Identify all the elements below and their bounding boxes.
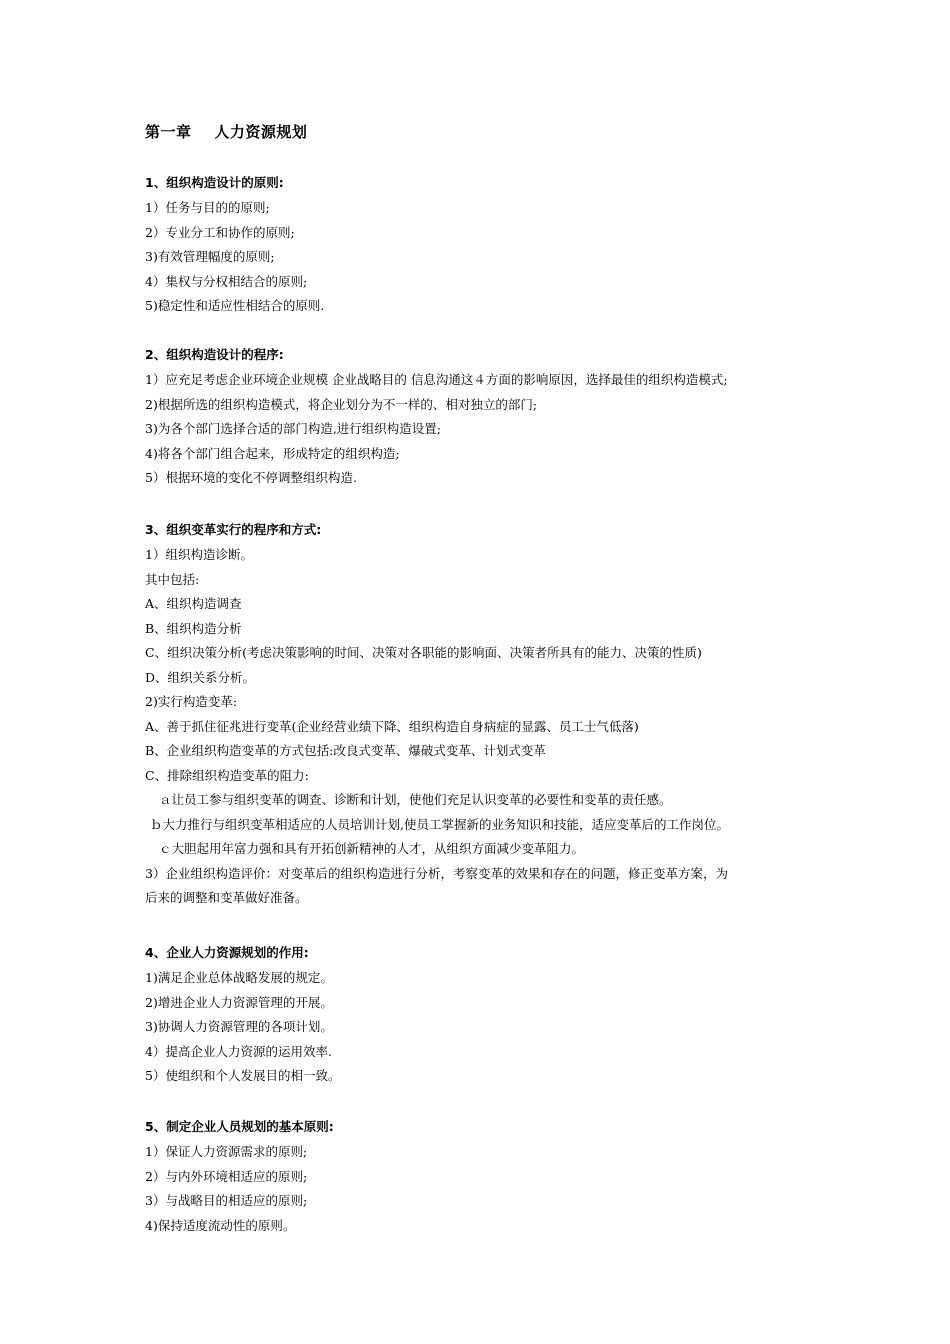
- list-item: 3)为各个部门选择合适的部门构造,进行组织构造设置;: [145, 421, 442, 436]
- list-item: 4）集权与分权相结合的原则;: [145, 273, 308, 289]
- list-item: 3)协调人力资源管理的各项计划。: [145, 1019, 333, 1034]
- list-item: 3）企业组织构造评价：对变革后的组织构造进行分析，考察变革的效果和存在的问题，修正变革方案，为: [145, 865, 728, 881]
- list-item: B、企业组织构造变革的方式包括:改良式变革、爆破式变革、计划式变革: [145, 743, 546, 758]
- sub-list-item: ａ让员工参与组织变革的调查、诊断和计划，使他们充足认识变革的必要性和变革的责任感。: [159, 792, 672, 807]
- list-item: 5）使组织和个人发展目的相一致。: [145, 1068, 341, 1083]
- list-item: 3）与战略目的相适应的原则;: [145, 1193, 308, 1208]
- section-heading: 5、制定企业人员规划的基本原则:: [145, 1119, 334, 1134]
- list-item: 1）任务与目的的原则;: [145, 200, 270, 215]
- list-item: 4)将各个部门组合起来，形成特定的组织构造;: [145, 445, 400, 461]
- list-item: 2)增进企业人力资源管理的开展。: [145, 994, 333, 1010]
- list-item: C、排除组织构造变革的阻力:: [145, 767, 309, 783]
- list-item: 5)稳定性和适应性相结合的原则.: [145, 298, 325, 313]
- sub-list-item: ｂ大力推行与组织变革相适应的人员培训计划,使员工掌握新的业务知识和技能，适应变革后的工作岗位。: [150, 816, 729, 832]
- list-item: 2）与内外环境相适应的原则;: [145, 1168, 308, 1184]
- section-staffing-principles: [145, 1114, 835, 1238]
- list-item: B、组织构造分析: [145, 620, 242, 636]
- list-item: A、善于抓住征兆进行变革(企业经营业绩下降、组织构造自身病症的显露、员工士气低落): [145, 718, 639, 734]
- list-item: 1)满足企业总体战略发展的规定。: [145, 970, 333, 985]
- list-item: 2)根据所选的组织构造模式，将企业划分为不一样的、相对独立的部门;: [145, 396, 538, 412]
- list-item: 5）根据环境的变化不停调整组织构造.: [145, 470, 357, 485]
- list-item: 1）组织构造诊断。: [145, 547, 253, 562]
- list-item: 1）应充足考虑企业环境企业规模 企业战略目的 信息沟通这４方面的影响原因，选择最佳的组织构造模式;: [145, 372, 728, 387]
- sub-list-item: ｃ大胆起用年富力强和具有开拓创新精神的人才，从组织方面减少变革阻力。: [159, 841, 585, 856]
- list-item: D、组织关系分析。: [145, 669, 256, 685]
- section-heading: 3、组织变革实行的程序和方式:: [145, 522, 322, 537]
- list-item: 1）保证人力资源需求的原则;: [145, 1144, 308, 1159]
- list-item: 2）专业分工和协作的原则;: [145, 224, 295, 240]
- list-item: C、组织决策分析(考虑决策影响的时间、决策对各职能的影响面、决策者所具有的能力、决策的性质): [145, 645, 702, 660]
- list-item: 4)保持适度流动性的原则。: [145, 1217, 296, 1233]
- section-heading: 2、组织构造设计的程序:: [145, 347, 284, 362]
- section-org-design-principles: [145, 170, 835, 319]
- list-item: A、组织构造调查: [145, 596, 242, 611]
- list-item: 2)实行构造变革:: [145, 694, 238, 709]
- section-heading: 1、组织构造设计的原则:: [145, 175, 284, 190]
- section-heading: 4、企业人力资源规划的作用:: [145, 945, 309, 960]
- list-item: 后来的调整和变革做好准备。: [145, 890, 308, 905]
- chapter-title: 第一章 人力资源规划: [145, 123, 308, 141]
- section-org-change: [145, 517, 835, 911]
- section-hr-planning-role: [145, 940, 835, 1089]
- list-item: 3)有效管理幅度的原则;: [145, 249, 275, 264]
- section-org-design-procedure: [145, 342, 835, 491]
- list-item: 其中包括:: [145, 571, 200, 587]
- list-item: 4）提高企业人力资源的运用效率.: [145, 1043, 332, 1059]
